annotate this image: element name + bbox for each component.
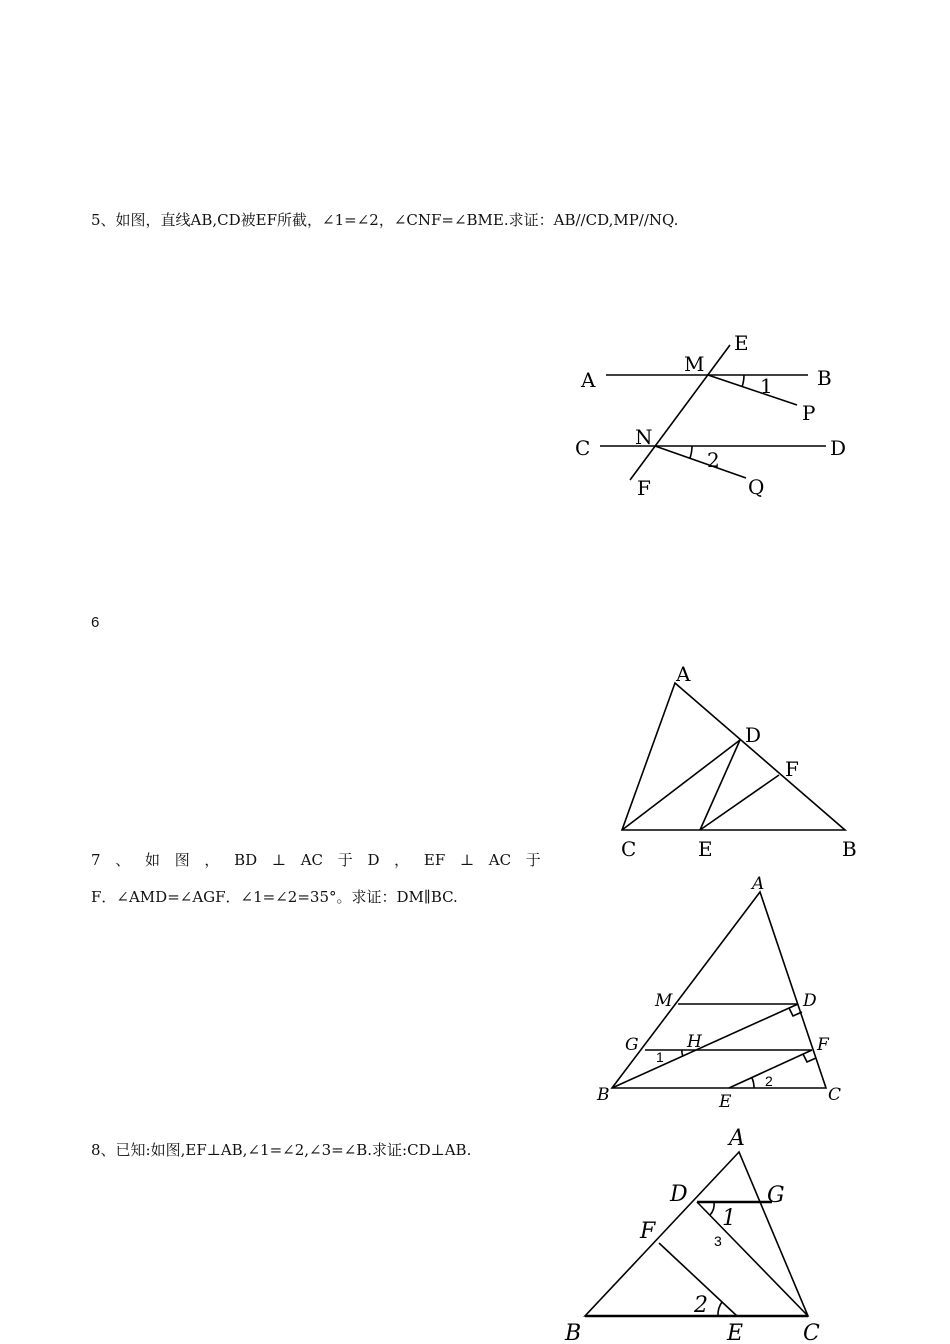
label-B: B (597, 1085, 610, 1105)
label-G: G (767, 1183, 785, 1208)
label-A: A (729, 1126, 745, 1151)
q7-token: ， (204, 851, 220, 869)
label-M: M (655, 991, 673, 1011)
label-P: P (802, 401, 816, 425)
label-A: A (752, 874, 765, 894)
q7-token: ⊥ (459, 851, 475, 869)
q7-token: 图 (174, 851, 190, 869)
label-A: A (676, 662, 691, 686)
q7-token: D (367, 851, 380, 869)
label-D: D (803, 991, 817, 1011)
label-C: C (575, 436, 591, 460)
q7-token: 于 (525, 851, 541, 869)
label-angle-1: 1 (722, 1206, 736, 1231)
question-5-text: 5、如图，直线AB,CD被EF所截，∠1=∠2，∠CNF=∠BME.求证：AB//CD,MP//NQ. (91, 211, 679, 229)
q7-token: 7 (91, 851, 101, 869)
label-angle-2: 2 (707, 448, 720, 472)
label-B: B (842, 837, 857, 861)
question-6-number: 6 (91, 614, 100, 631)
label-B: B (565, 1321, 582, 1344)
q7-token: AC (300, 851, 324, 869)
q7-token: EF (423, 851, 446, 869)
label-F: F (637, 476, 651, 500)
q7-token: 如 (144, 851, 160, 869)
question-8-text: 8、已知:如图,EF⊥AB,∠1=∠2,∠3=∠B.求证:CD⊥AB. (91, 1141, 472, 1159)
label-angle-1: 1 (656, 1049, 664, 1065)
label-D: D (670, 1182, 688, 1207)
q7-token: AC (488, 851, 512, 869)
label-M: M (684, 352, 705, 376)
label-B: B (817, 366, 832, 390)
label-angle-2: 2 (765, 1073, 773, 1089)
label-F: F (785, 757, 799, 781)
label-angle-2: 2 (694, 1293, 708, 1318)
label-D: D (830, 436, 847, 460)
label-C: C (828, 1085, 842, 1105)
angle-1-arc (710, 1202, 714, 1215)
label-D: D (745, 723, 762, 747)
q7-token: BD (234, 851, 258, 869)
label-angle-1: 1 (760, 374, 773, 398)
label-C: C (621, 837, 637, 861)
label-G: G (625, 1035, 639, 1055)
label-N: N (635, 425, 653, 449)
q7-token: 、 (115, 851, 131, 869)
triangle-abc (585, 1152, 808, 1316)
question-7-line-2: F．∠AMD=∠AGF．∠1=∠2=35°。求证：DM∥BC. (91, 888, 458, 906)
label-E: E (698, 837, 713, 861)
q7-token: ⊥ (271, 851, 286, 869)
q7-token: ， (394, 851, 410, 869)
label-A: A (581, 368, 596, 392)
label-angle-3: 3 (714, 1233, 722, 1249)
label-E: E (734, 331, 749, 355)
label-F: F (817, 1035, 829, 1055)
angle-2-arc (718, 1302, 722, 1316)
segment-dc (697, 1202, 808, 1316)
label-H: H (687, 1032, 702, 1052)
label-C: C (803, 1321, 820, 1344)
label-Q: Q (748, 475, 765, 499)
label-E: E (727, 1321, 744, 1344)
label-E: E (719, 1092, 732, 1112)
q7-token: 于 (337, 851, 353, 869)
label-F: F (640, 1219, 656, 1244)
